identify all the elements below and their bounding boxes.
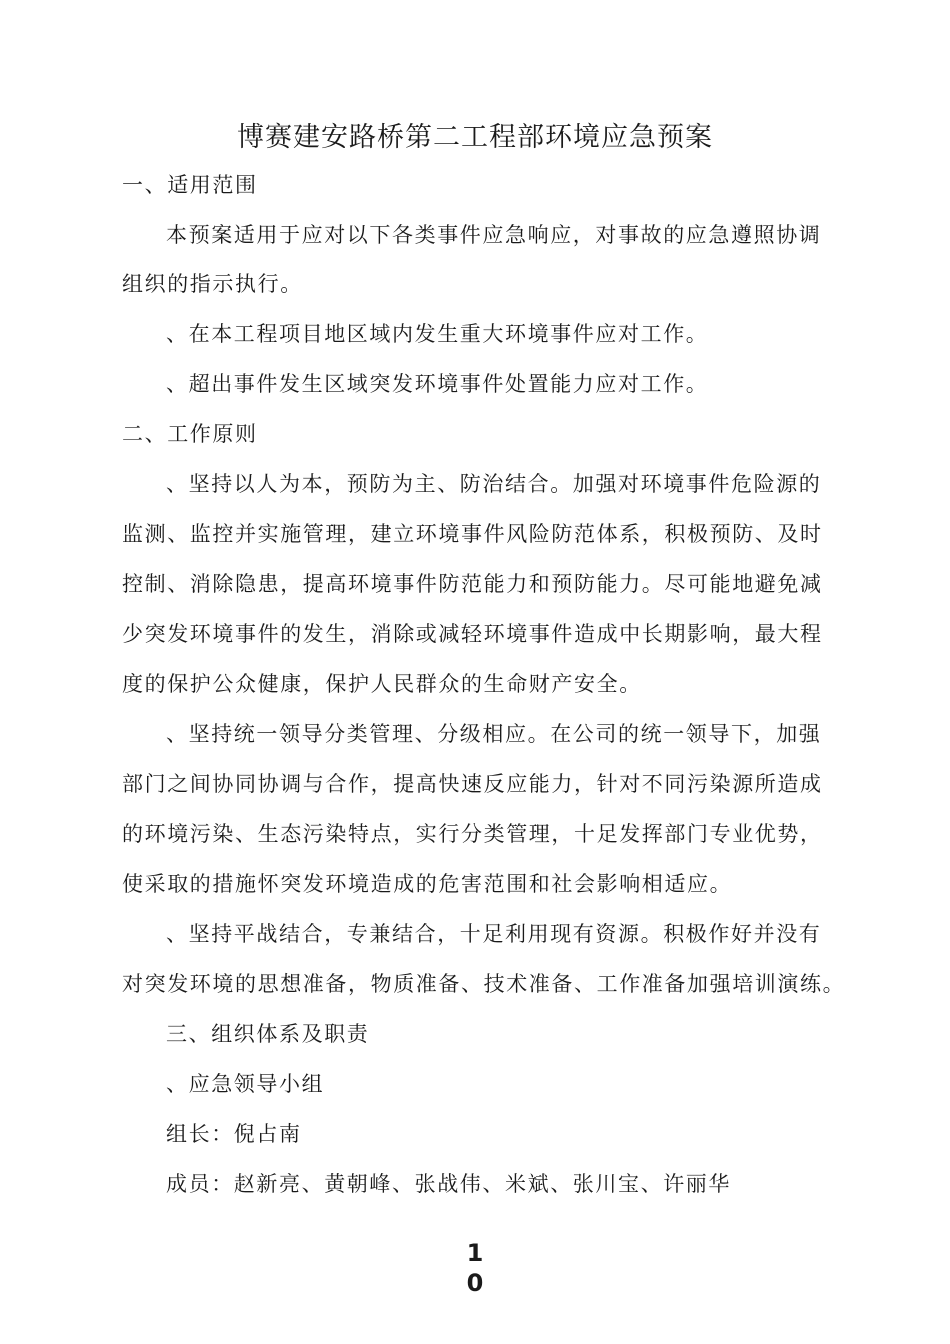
paragraph-line: 的环境污染、生态污染特点，实行分类管理，十足发挥部门专业优势， [122, 822, 823, 846]
group-members: 成员：赵新亮、黄朝峰、张战伟、米斌、张川宝、许丽华 [166, 1172, 731, 1196]
paragraph-line: 少突发环境事件的发生，消除或减轻环境事件造成中长期影响，最大程 [122, 622, 823, 646]
document-title: 博赛建安路桥第二工程部环境应急预案 [237, 122, 713, 153]
paragraph-line: 部门之间协同协调与合作，提高快速反应能力，针对不同污染源所造成 [122, 772, 823, 796]
list-item: 、在本工程项目地区域内发生重大环境事件应对工作。 [166, 322, 709, 346]
paragraph-line: 度的保护公众健康，保护人民群众的生命财产安全。 [122, 672, 642, 696]
paragraph-line: 、坚持平战结合，专兼结合，十足利用现有资源。积极作好并没有 [166, 922, 822, 946]
section-heading-organization: 三、组织体系及职责 [166, 1022, 370, 1046]
paragraph-line: 组织的指示执行。 [122, 272, 303, 296]
paragraph-line: 、坚持统一领导分类管理、分级相应。在公司的统一领导下，加强 [166, 722, 822, 746]
list-item: 、超出事件发生区域突发环境事件处置能力应对工作。 [166, 372, 709, 396]
section-heading-scope: 一、适用范围 [122, 173, 258, 197]
subsection-heading: 、应急领导小组 [166, 1072, 325, 1096]
paragraph-line: 使采取的措施怀突发环境造成的危害范围和社会影响相适应。 [122, 872, 733, 896]
page-number [0, 1238, 950, 1298]
paragraph-line: 、坚持以人为本，预防为主、防治结合。加强对环境事件危险源的 [166, 472, 822, 496]
paragraph-line: 监测、监控并实施管理，建立环境事件风险防范体系，积极预防、及时 [122, 522, 823, 546]
page-number-digit: 0 [466, 1269, 484, 1297]
paragraph-line: 本预案适用于应对以下各类事件应急响应，对事故的应急遵照协调 [166, 223, 822, 247]
page-number-digit: 1 [466, 1239, 484, 1267]
section-heading-principles: 二、工作原则 [122, 422, 258, 446]
paragraph-line: 控制、消除隐患，提高环境事件防范能力和预防能力。尽可能地避免减 [122, 572, 823, 596]
paragraph-line: 对突发环境的思想准备，物质准备、技术准备、工作准备加强培训演练。 [122, 972, 846, 996]
group-leader: 组长：倪占南 [166, 1122, 302, 1146]
